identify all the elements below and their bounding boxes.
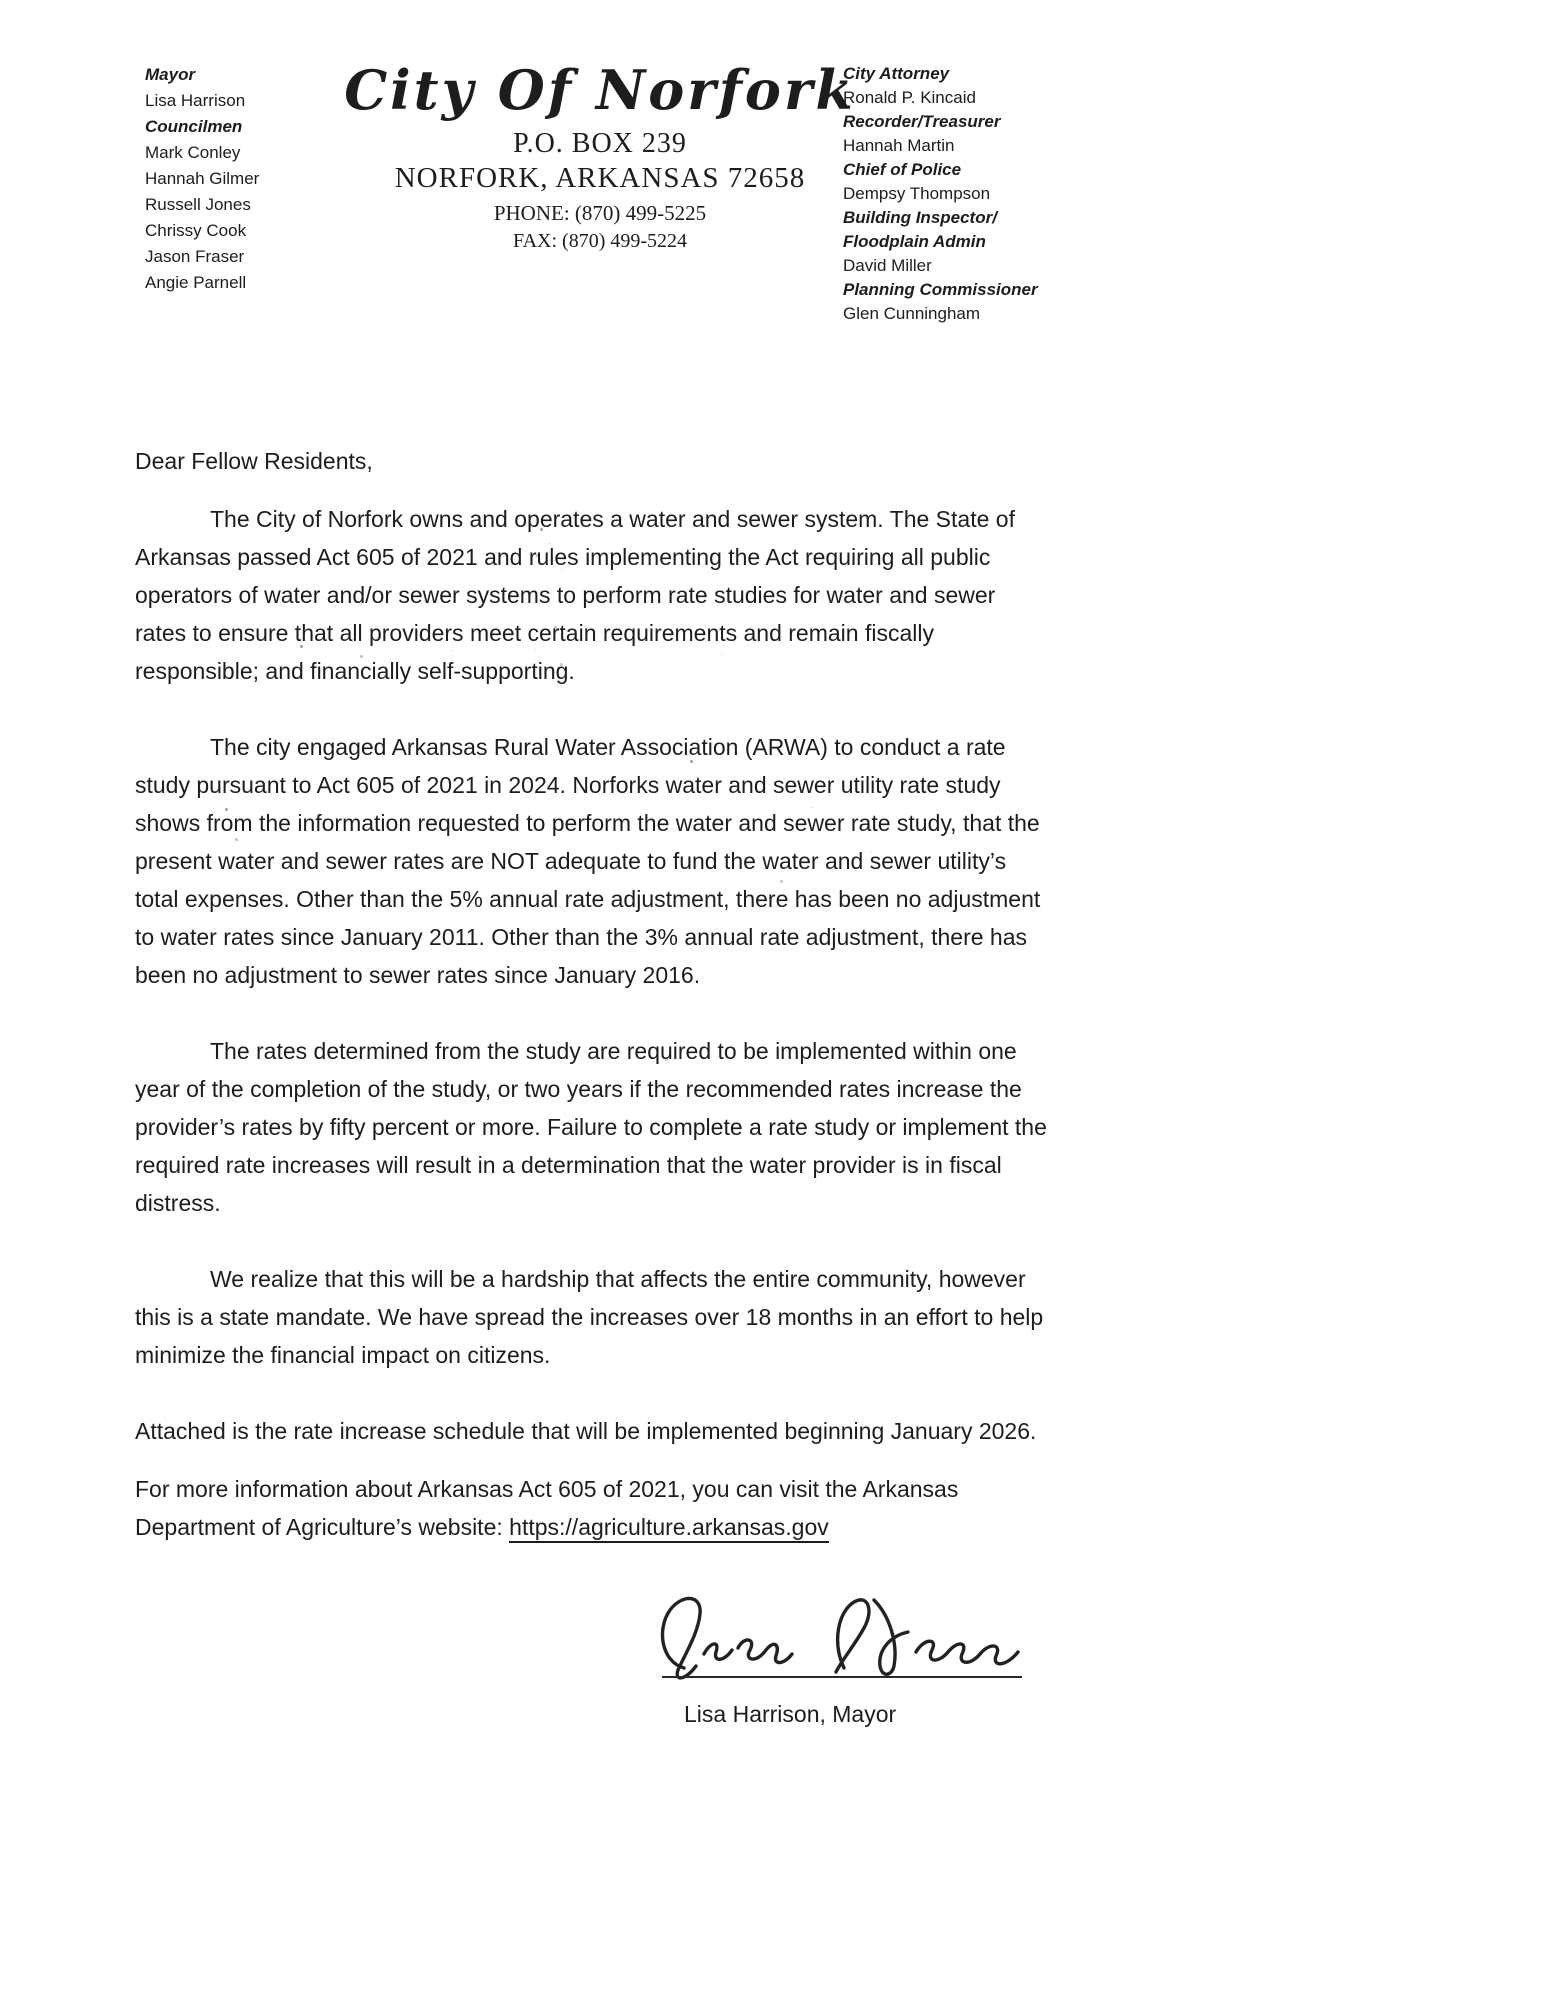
official-name: Hannah Gilmer (145, 169, 260, 188)
official-name: Angie Parnell (145, 273, 247, 292)
scan-noise (540, 528, 543, 531)
official-name: Mark Conley (145, 143, 241, 162)
paragraph-2: The city engaged Arkansas Rural Water Association (ARWA) to conduct a rate study pursuant to Act 605 of 2021 in 2024. Norforks water and sewer utility rate study shows from the information requested to perform the water and sewer rate study, that the present water and sewer rates are NOT adequate to fund the water and sewer utility’s total expenses. Other than the 5% annual rate adjustment, there has been no adjustment to water rates since January 2011. Other than the 3% annual rate adjustment, there has been no adjustment to sewer rates since January 2016. (135, 734, 1041, 988)
paragraph-3: The rates determined from the study are required to be implemented within one year of the completion of the study, or two years if the recommended rates increase the provider’s rates by fifty percent or more. Failure to complete a rate study or implement the required rate increases will result in a determination that the water provider is in fiscal distress. (135, 1038, 1047, 1216)
scan-noise (690, 760, 693, 763)
official-name: Chrissy Cook (145, 221, 247, 240)
agriculture-website-link[interactable]: https://agriculture.arkansas.gov (509, 1514, 829, 1543)
official-title-floodplain-admin: Floodplain Admin (843, 232, 986, 251)
scan-noise (225, 808, 228, 811)
fax-line: FAX: (870) 499-5224 (512, 230, 688, 252)
paragraph-4: We realize that this will be a hardship that affects the entire community, however this is a state mandate. We have spread the increases over 18 months in an effort to help minimize the financial impact on citizens. (135, 1266, 1044, 1368)
phone-line: PHONE: (870) 499-5225 (493, 201, 707, 225)
official-title-building-inspector: Building Inspector/ (843, 208, 997, 227)
scan-noise (300, 645, 303, 648)
official-title-recorder: Recorder/Treasurer (843, 112, 1001, 131)
handwritten-signature (648, 1572, 1033, 1687)
signature-name-label: Lisa Harrison, Mayor (684, 1701, 897, 1727)
official-name: Lisa Harrison (145, 91, 246, 110)
salutation: Dear Fellow Residents, (135, 448, 373, 474)
official-name: Russell Jones (145, 195, 251, 214)
more-info-text: For more information about Arkansas Act 605 of 2021, you can visit the Arkansas Department of Agriculture’s website: (135, 1476, 959, 1540)
official-name: Jason Fraser (145, 247, 245, 266)
official-name: David Miller (843, 256, 932, 275)
official-title-councilmen: Councilmen (145, 117, 243, 136)
address-city-state: NORFORK, ARKANSAS 72658 (394, 162, 806, 194)
attached-note: Attached is the rate increase schedule that will be implemented beginning January 2026. (135, 1418, 1037, 1444)
address-po-box: P.O. BOX 239 (513, 128, 687, 159)
signature-block (648, 1572, 1048, 1728)
letterhead-center (340, 58, 860, 253)
signature-line (662, 1676, 1022, 1678)
paragraph-1: The City of Norfork owns and operates a water and sewer system. The State of Arkansas passed Act 605 of 2021 and rules implementing the Act requiring all public operators of water and/or sewer systems to perform rate studies for water and sewer rates to ensure that all providers meet certain requirements and remain fiscally responsible; and financially self-supporting. (135, 506, 1015, 684)
letter-body (135, 442, 1050, 1546)
official-name: Hannah Martin (843, 136, 955, 155)
official-title-police-chief: Chief of Police (843, 160, 962, 179)
official-title-city-attorney: City Attorney (843, 64, 950, 83)
official-name: Dempsy Thompson (843, 184, 991, 203)
city-logo-text: City Of Norfork (344, 58, 856, 122)
official-name: Glen Cunningham (843, 304, 981, 323)
official-name: Ronald P. Kincaid (843, 88, 976, 107)
official-title-planning-commissioner: Planning Commissioner (843, 280, 1038, 299)
more-info-line (135, 1470, 1050, 1546)
right-officials-list (843, 62, 1038, 326)
left-officials-list (145, 62, 259, 296)
official-title-mayor: Mayor (145, 65, 196, 84)
